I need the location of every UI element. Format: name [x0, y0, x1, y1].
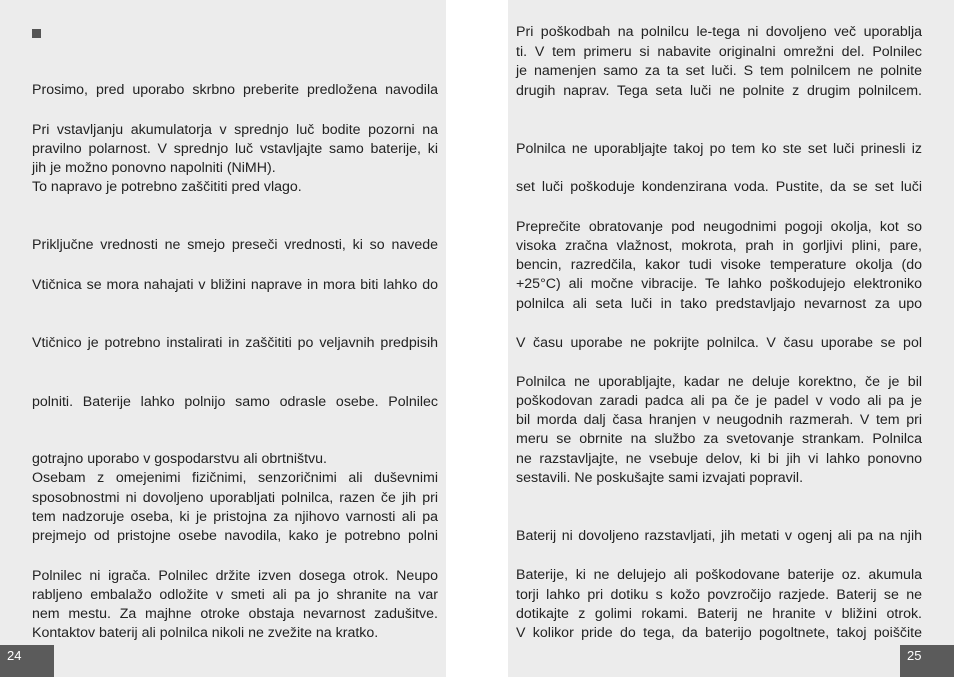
left-line: tem nadzoruje oseba, ki je pristojna za njihovo varnosti ali pa: [32, 509, 438, 525]
left-line: Vtičnica se mora nahajati v bližini naprave in mora biti lahko do: [32, 277, 438, 293]
right-line: ti. V tem primeru si nabavite originalni omrežni del. Polnilec: [516, 44, 922, 60]
left-line: sposobnostmi ni dovoljeno uporabljati polnilca, razen če jih pri: [32, 490, 438, 506]
right-line: bil morda dalj časa hranjen v neugodnih razmerah. V tem pri: [516, 412, 922, 428]
left-line: pravilno polarnost. V sprednjo luč vstavljajte samo baterije, ki: [32, 141, 438, 157]
left-line: polniti. Baterije lahko polnijo samo odrasle osebe. Polnilec: [32, 394, 438, 410]
left-line: Priključne vrednosti ne smejo preseči vrednosti, ki so navede: [32, 237, 438, 253]
right-line: Pri poškodbah na polnilcu le-tega ni dovoljeno več uporablja: [516, 24, 922, 40]
right-line: set luči poškoduje kondenzirana voda. Pustite, da se set luči: [516, 179, 922, 195]
left-line: Polnilec ni igrača. Polnilec držite izven dosega otrok. Neupo: [32, 568, 438, 584]
right-line: polnilca ali seta luči in tako predstavljajo nevarnost za upo: [516, 296, 922, 312]
left-line: gotrajno uporabo v gospodarstvu ali obrtništvu.: [32, 451, 327, 467]
square-bullet-icon: [32, 29, 41, 38]
left-line: prejmejo od pristojne osebe navodila, kako je potrebno polni: [32, 528, 438, 544]
page-number-left: 24: [0, 645, 54, 677]
right-line: je namenjen samo za ta set luči. S tem polnilcem ne polnite: [516, 63, 922, 79]
right-line: +25°C) ali močne vibracije. Te lahko poškodujejo elektroniko: [516, 276, 922, 292]
page-number-right: 25: [900, 645, 954, 677]
right-line: Polnilca ne uporabljajte takoj po tem ko ste set luči prinesli iz: [516, 141, 922, 157]
right-line: bencin, razredčila, kakor tudi visoke temperature okolja (do: [516, 257, 922, 273]
left-line: nem mestu. Za majhne otroke obstaja nevarnost zadušitve.: [32, 606, 438, 622]
left-line: jih je možno ponovno napolniti (NiMH).: [32, 160, 276, 176]
right-line: drugih naprav. Tega seta luči ne polnite z drugim polnilcem.: [516, 83, 922, 99]
right-line: dotikajte z golimi rokami. Baterij ne hranite v bližini otrok.: [516, 606, 922, 622]
left-line: Prosimo, pred uporabo skrbno preberite predložena navodila: [32, 82, 438, 98]
page-gutter: [446, 0, 508, 677]
left-line: Pri vstavljanju akumulatorja v sprednjo luč bodite pozorni na: [32, 122, 438, 138]
right-line: torji lahko pri dotiku s kožo povzročijo razjede. Baterij se ne: [516, 587, 922, 603]
left-line: Kontaktov baterij ali polnilca nikoli ne zvežite na kratko.: [32, 625, 379, 641]
right-line: Polnilca ne uporabljajte, kadar ne deluje korektno, če je bil: [516, 374, 922, 390]
left-line: To napravo je potrebno zaščititi pred vlago.: [32, 179, 302, 195]
right-line: ne razstavljajte, ne vsebuje delov, ki bi jih vi lahko ponovno: [516, 451, 922, 467]
right-line: visoka zračna vlažnost, mokrota, prah in gorljivi plini, pare,: [516, 238, 922, 254]
right-line: Preprečite obratovanje pod neugodnimi pogoji okolja, kot so: [516, 219, 922, 235]
left-line: Vtičnico je potrebno instalirati in zaščititi po veljavnih predpisih: [32, 335, 438, 351]
left-line: Osebam z omejenimi fizičnimi, senzoričnimi ali duševnimi: [32, 470, 438, 486]
left-line: rabljeno embalažo odložite v smeti ali pa jo shranite na var: [32, 587, 438, 603]
right-line: V času uporabe ne pokrijte polnilca. V času uporabe se pol: [516, 335, 922, 351]
right-line: sestavili. Ne poskušajte sami izvajati popravil.: [516, 470, 804, 486]
right-line: Baterij ni dovoljeno razstavljati, jih metati v ogenj ali pa na njih: [516, 528, 922, 544]
right-line: Baterije, ki ne delujejo ali poškodovane baterije oz. akumula: [516, 567, 922, 583]
right-line: poškodovan zaradi padca ali pa če je padel v vodo ali pa je: [516, 393, 922, 409]
right-line: V kolikor pride do tega, da baterijo pogoltnete, takoj poiščite: [516, 625, 922, 641]
right-line: meru se obrnite na službo za svetovanje strankam. Polnilca: [516, 431, 922, 447]
